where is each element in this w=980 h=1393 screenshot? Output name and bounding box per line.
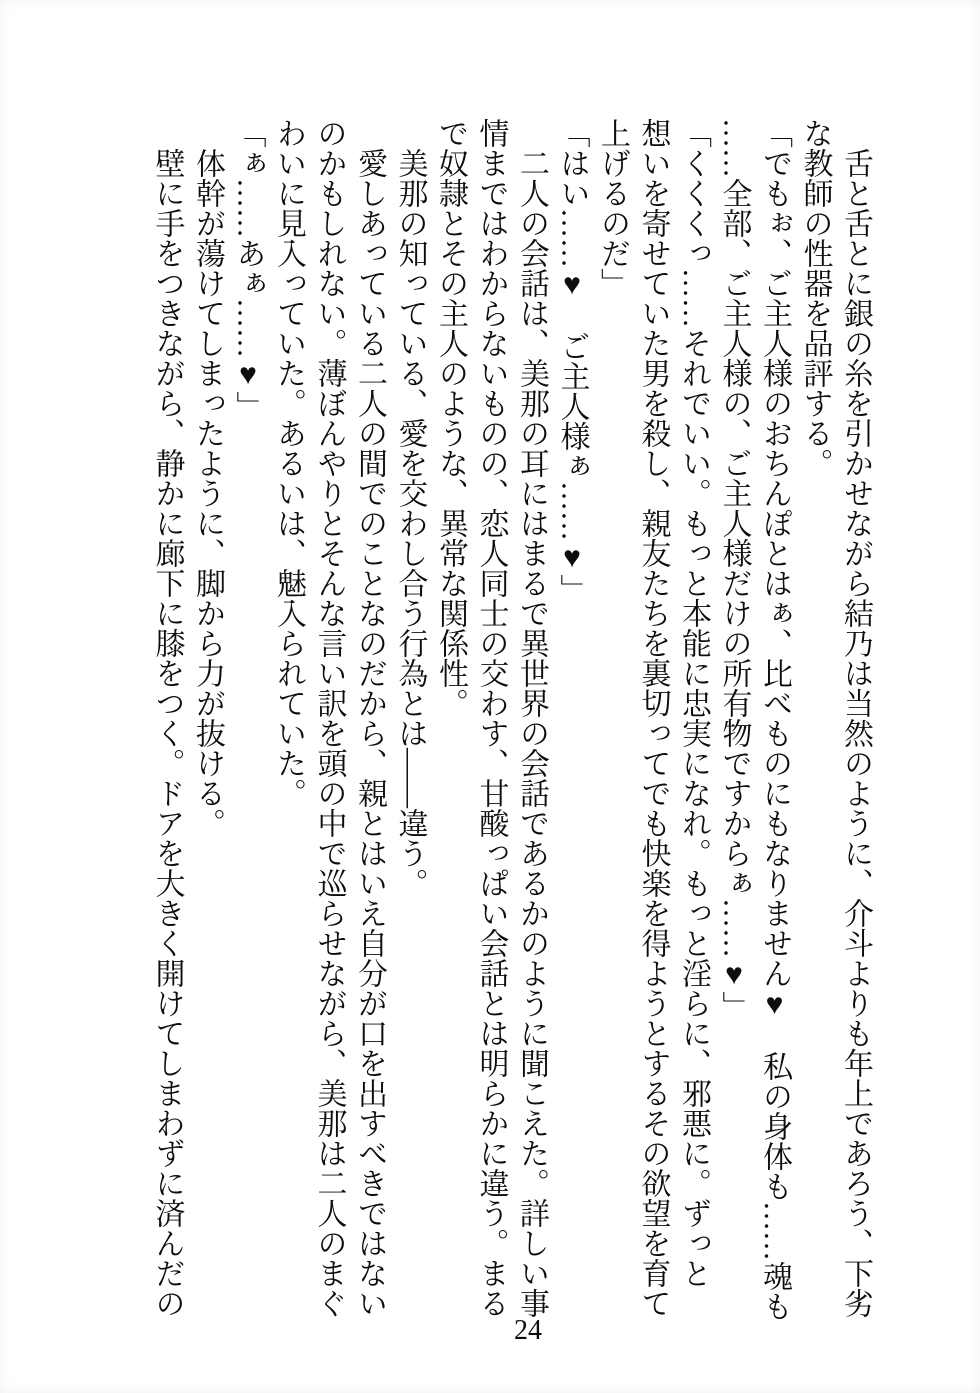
text-columns <box>146 118 875 1321</box>
text-column: ……全部、ご主人様の、ご主人様だけの所有物ですからぁ……♥」 <box>717 118 751 1021</box>
text-column: で奴隷とその主人のような、異常な関係性。 <box>434 118 467 718</box>
text-column: わいに見入っていた。あるいは、魅入られていた。 <box>272 118 305 808</box>
text-column: 「はい……♥ ご主人様ぁ……♥」 <box>555 118 589 604</box>
text-column: のかもしれない。薄ぼんやりとそんな言い訳を頭の中で巡らせながら、美那は二人のまぐ <box>312 118 346 1318</box>
text-column: 「でもぉ、ご主人様のおちんぽとはぁ、比べものにもなりません♥ 私の身体も……魂も <box>758 118 791 1321</box>
text-column: 二人の会話は、美那の耳にはまるで異世界の会話であるかのように聞こえた。詳しい事 <box>515 148 548 1318</box>
text-column: 舌と舌とに銀の糸を引かせながら結乃は当然のように、介斗よりも年上であろう、下劣 <box>839 148 872 1318</box>
text-column: 体幹が蕩けてしまったように、脚から力が抜ける。 <box>191 148 224 838</box>
text-column: 「ぁ……あぁ……♥」 <box>231 118 265 421</box>
text-column: 美那の知っている、愛を交わし合う行為とは――違う。 <box>393 148 427 898</box>
text-column: な教師の性器を品評する。 <box>798 118 832 478</box>
page-number: 24 <box>514 1315 542 1346</box>
text-column: 上げるのだ」 <box>596 118 629 298</box>
text-column: 「くくくっ……それでいい。もっと本能に忠実になれ。もっと淫らに、邪悪に。ずっと <box>677 118 710 1288</box>
text-column: 愛しあっている二人の間でのことなのだから、親とはいえ自分が口を出すべきではない <box>353 148 386 1318</box>
text-column: 情まではわからないものの、恋人同士の交わす、甘酸っぱい会話とは明らかに違う。まる <box>474 118 508 1318</box>
text-column: 壁に手をつきながら、静かに廊下に膝をつく。ドアを大きく開けてしまわずに済んだの <box>150 148 184 1318</box>
text-column: 想いを寄せていた男を殺し、親友たちを裏切ってでも快楽を得ようとするその欲望を育て <box>636 118 670 1318</box>
